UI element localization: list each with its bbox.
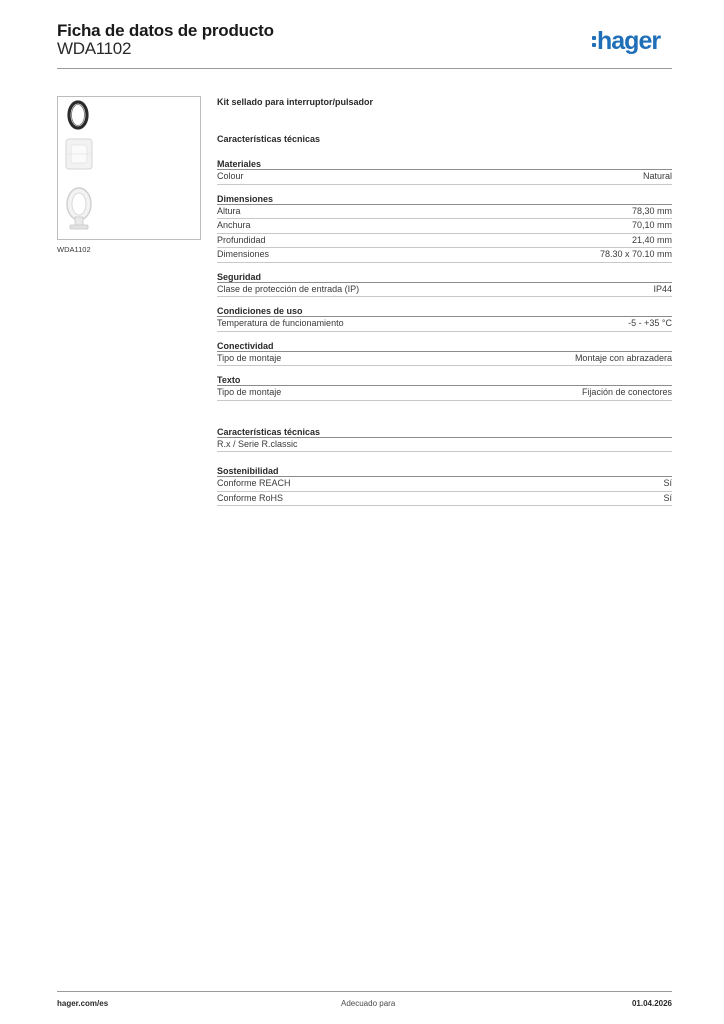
- spec-row: [217, 283, 672, 298]
- spec-label: Colour: [217, 171, 244, 181]
- spec-row: [217, 205, 672, 220]
- section-heading-materiales: Materiales: [217, 158, 672, 170]
- spec-row: [217, 248, 672, 263]
- section-heading-conectividad: Conectividad: [217, 340, 672, 352]
- spec-label: Temperatura de funcionamiento: [217, 318, 344, 328]
- spec-value: 70,10 mm: [631, 220, 672, 230]
- product-kit-illustration-icon: [58, 97, 200, 239]
- spec-value: Sí: [663, 478, 672, 488]
- spec-row: [217, 492, 672, 507]
- logo-text: hager: [597, 26, 661, 55]
- header-divider: [57, 68, 672, 69]
- spec-value: 21,40 mm: [631, 234, 672, 245]
- spec-value: Montaje con abrazadera: [574, 352, 672, 363]
- spec-row: [217, 386, 672, 401]
- section-heading-texto: Texto: [217, 374, 672, 386]
- spec-label: Altura: [217, 205, 241, 216]
- section-heading-caracteristicas-2: Características técnicas: [217, 426, 672, 438]
- spec-label: R.x / Serie R.classic: [217, 438, 298, 449]
- document-title: Ficha de datos de producto: [57, 21, 274, 40]
- spec-label: Tipo de montaje: [217, 387, 282, 397]
- product-name: Kit sellado para interruptor/pulsador: [217, 97, 374, 107]
- spec-value: 78.30 x 70.10 mm: [599, 249, 672, 259]
- hager-logo: [592, 27, 660, 55]
- footer-website-link[interactable]: hager.com/es: [57, 999, 109, 1008]
- spec-content: [217, 96, 672, 506]
- section-heading-caracteristicas: Características técnicas: [217, 134, 321, 144]
- spec-label: Tipo de montaje: [217, 352, 282, 363]
- spec-label: Conforme REACH: [217, 478, 291, 488]
- image-caption: WDA1102: [57, 245, 91, 254]
- spec-value: Fijación de conectores: [581, 387, 672, 397]
- spec-row: [217, 477, 672, 492]
- section-heading-dimensiones: Dimensiones: [217, 193, 672, 205]
- product-image: [57, 96, 201, 240]
- spec-value: Natural: [642, 171, 672, 181]
- spec-row: [217, 234, 672, 249]
- spec-label: Conforme RoHS: [217, 492, 284, 503]
- spec-label: Profundidad: [217, 234, 266, 245]
- section-heading-condiciones: Condiciones de uso: [217, 305, 672, 317]
- product-code: WDA1102: [57, 39, 132, 58]
- footer-divider: [57, 991, 672, 992]
- spec-value: Sí: [663, 492, 672, 503]
- spec-value: IP44: [653, 283, 672, 294]
- spec-row: [217, 219, 672, 234]
- spec-row: [217, 352, 672, 367]
- spec-row: [217, 438, 672, 453]
- spec-value: -5 - +35 °C: [628, 318, 672, 328]
- spec-label: Anchura: [217, 220, 251, 230]
- spec-row: [217, 170, 672, 185]
- footer-suitable-for: Adecuado para: [341, 999, 396, 1008]
- logo-dots-icon: [592, 36, 596, 47]
- spec-value: 78,30 mm: [631, 205, 672, 216]
- section-heading-sostenibilidad: Sostenibilidad: [217, 465, 672, 477]
- spec-label: Clase de protección de entrada (IP): [217, 283, 360, 294]
- footer-date: 01.04.2026: [631, 999, 672, 1008]
- spec-row: [217, 317, 672, 332]
- section-heading-seguridad: Seguridad: [217, 271, 672, 283]
- spec-label: Dimensiones: [217, 249, 270, 259]
